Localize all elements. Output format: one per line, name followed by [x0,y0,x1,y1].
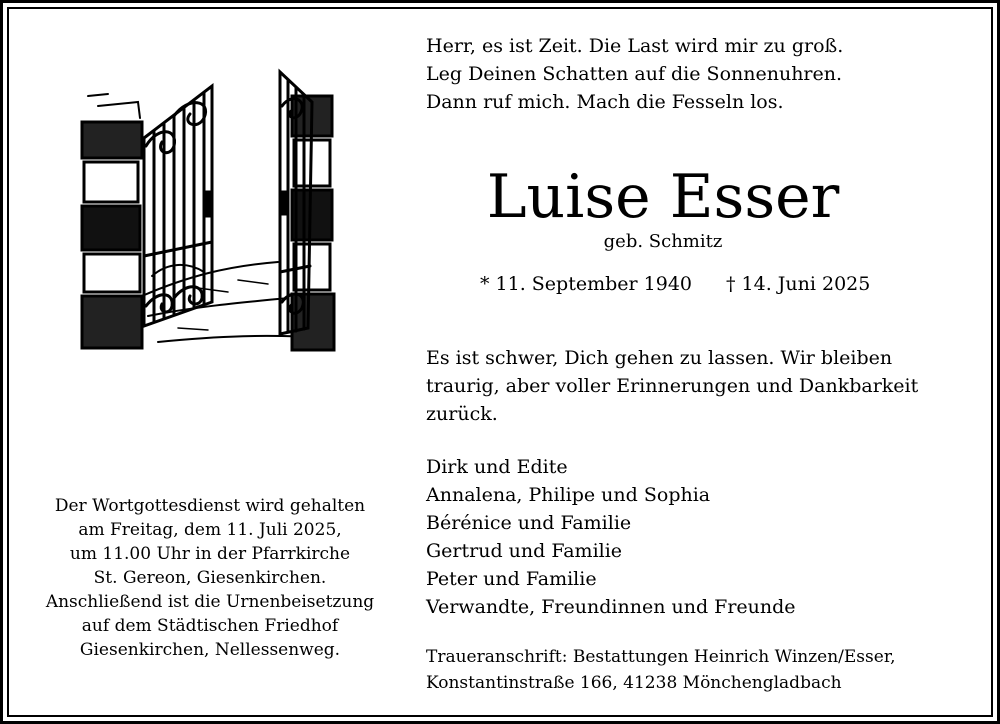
mourner-entry: Annalena, Philipe und Sophia [426,484,711,506]
mourner-entry: Peter und Familie [426,568,597,590]
maiden-name: geb. Schmitz [603,231,723,252]
poem-line: Leg Deinen Schatten auf die Sonnenuhren. [426,63,843,85]
service-line: auf dem Städtischen Friedhof [81,616,339,636]
service-line: St. Gereon, Giesenkirchen. [93,568,327,588]
service-line: am Freitag, dem 11. Juli 2025, [78,520,342,540]
mourners-list [426,453,796,621]
mourner-entry: Verwandte, Freundinnen und Freunde [426,596,796,618]
address-line: Traueranschrift: Bestattungen Heinrich Winzen/Esser, [426,647,896,667]
death-date: † 14. Juni 2025 [726,273,871,295]
birth-date: * 11. September 1940 [480,273,692,295]
service-line: um 11.00 Uhr in der Pfarrkirche [69,544,351,564]
mourner-entry: Gertrud und Familie [426,540,623,562]
service-line: Anschließend ist die Urnenbeisetzung [45,592,375,612]
mourning-address [426,644,895,696]
deceased-name: Luise Esser [486,162,840,232]
address-line: Konstantinstraße 166, 41238 Mönchengladbach [426,673,842,693]
service-line: Giesenkirchen, Nellessenweg. [79,640,341,660]
service-line: Der Wortgottesdienst wird gehalten [54,496,366,516]
mourner-entry: Dirk und Edite [426,456,568,478]
life-dates [480,271,870,297]
poem-line: Herr, es ist Zeit. Die Last wird mir zu groß. [426,35,844,57]
open-iron-gate-icon [78,66,338,354]
poem-line: Dann ruf mich. Mach die Fesseln los. [426,91,784,113]
service-details [30,494,390,662]
poem [426,32,843,116]
farewell-message: Es ist schwer, Dich gehen zu lassen. Wir bleiben traurig, aber voller Erinnerungen und Dankbarkeit zurück. [426,347,919,425]
mourner-entry: Bérénice und Familie [426,512,632,534]
